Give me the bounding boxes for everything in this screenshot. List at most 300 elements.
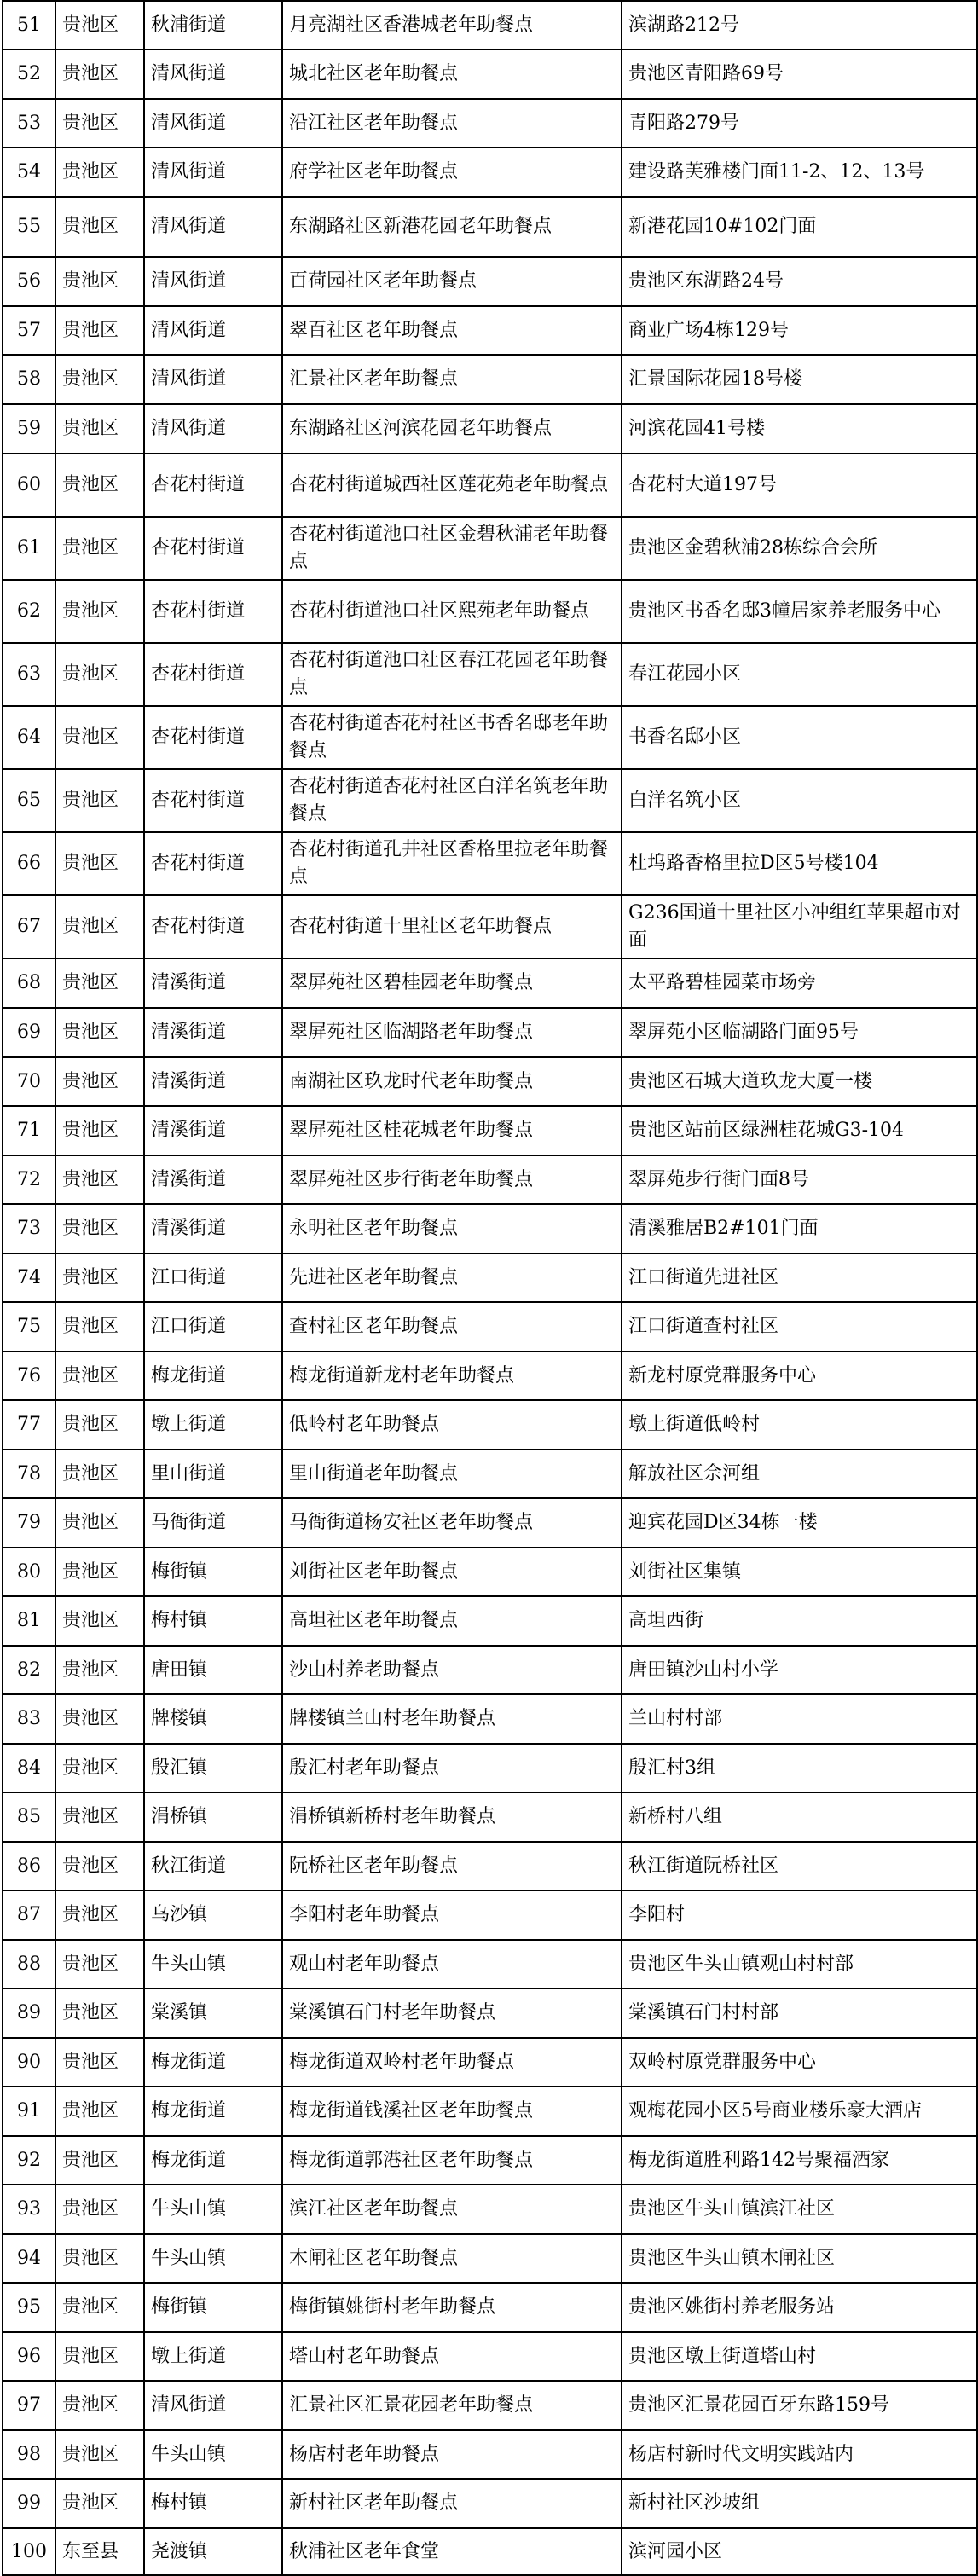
district-cell: 贵池区 <box>55 706 144 769</box>
table-row <box>3 1646 977 1694</box>
service-point-name: 梅街镇姚街村老年助餐点 <box>282 2283 622 2332</box>
row-number: 74 <box>3 1253 55 1302</box>
address-cell: 清溪雅居B2#101门面 <box>622 1204 977 1253</box>
service-point-name: 南湖社区玖龙时代老年助餐点 <box>282 1057 622 1106</box>
district-cell: 贵池区 <box>55 99 144 148</box>
row-number: 79 <box>3 1498 55 1548</box>
table-row <box>3 2136 977 2185</box>
street-cell: 牛头山镇 <box>144 2430 282 2479</box>
district-cell: 贵池区 <box>55 1694 144 1744</box>
address-cell: 李阳村 <box>622 1890 977 1940</box>
table-row <box>3 1253 977 1302</box>
table-row <box>3 1744 977 1792</box>
table-row <box>3 1988 977 2038</box>
address-cell: 贵池区牛头山镇木闸社区 <box>622 2234 977 2283</box>
service-point-name: 新村社区老年助餐点 <box>282 2479 622 2528</box>
address-cell: 观梅花园小区5号商业楼乐豪大酒店 <box>622 2087 977 2136</box>
street-cell: 清溪街道 <box>144 1106 282 1155</box>
service-point-name: 阮桥社区老年助餐点 <box>282 1842 622 1890</box>
service-point-name: 秋浦社区老年食堂 <box>282 2528 622 2575</box>
row-number: 72 <box>3 1155 55 1204</box>
address-cell: 滨湖路212号 <box>622 1 977 49</box>
district-cell: 贵池区 <box>55 1352 144 1400</box>
service-point-name: 杏花村街道杏花村社区书香名邸老年助餐点 <box>282 706 622 769</box>
service-point-name: 城北社区老年助餐点 <box>282 49 622 99</box>
table-row <box>3 1 977 49</box>
service-point-name: 涓桥镇新桥村老年助餐点 <box>282 1792 622 1842</box>
district-cell: 贵池区 <box>55 355 144 404</box>
district-cell: 贵池区 <box>55 1842 144 1890</box>
street-cell: 清风街道 <box>144 197 282 257</box>
street-cell: 清风街道 <box>144 49 282 99</box>
service-point-name: 翠屏苑社区碧桂园老年助餐点 <box>282 958 622 1008</box>
street-cell: 秋江街道 <box>144 1842 282 1890</box>
district-cell: 贵池区 <box>55 1940 144 1988</box>
address-cell: 江口街道先进社区 <box>622 1253 977 1302</box>
address-cell: G236国道十里社区小冲组红苹果超市对面 <box>622 895 977 958</box>
district-cell: 贵池区 <box>55 2234 144 2283</box>
row-number: 99 <box>3 2479 55 2528</box>
row-number: 64 <box>3 706 55 769</box>
address-cell: 新村社区沙坡组 <box>622 2479 977 2528</box>
street-cell: 清风街道 <box>144 148 282 197</box>
row-number: 54 <box>3 148 55 197</box>
address-cell: 墩上街道低岭村 <box>622 1400 977 1450</box>
address-cell: 贵池区墩上街道塔山村 <box>622 2332 977 2381</box>
address-cell: 滨河园小区 <box>622 2528 977 2575</box>
row-number: 61 <box>3 517 55 580</box>
table-row <box>3 1302 977 1352</box>
service-point-name: 府学社区老年助餐点 <box>282 148 622 197</box>
district-cell: 贵池区 <box>55 148 144 197</box>
address-cell: 太平路碧桂园菜市场旁 <box>622 958 977 1008</box>
district-cell: 贵池区 <box>55 832 144 895</box>
table-row <box>3 2087 977 2136</box>
district-cell: 贵池区 <box>55 895 144 958</box>
table-row <box>3 2332 977 2381</box>
service-point-name: 百荷园社区老年助餐点 <box>282 257 622 306</box>
table-row <box>3 355 977 404</box>
address-cell: 唐田镇沙山村小学 <box>622 1646 977 1694</box>
street-cell: 牛头山镇 <box>144 2185 282 2234</box>
street-cell: 清风街道 <box>144 404 282 454</box>
table-row <box>3 2038 977 2087</box>
service-point-name: 梅龙街道双岭村老年助餐点 <box>282 2038 622 2087</box>
table-row <box>3 958 977 1008</box>
district-cell: 贵池区 <box>55 1155 144 1204</box>
table-body <box>3 1 977 2575</box>
row-number: 62 <box>3 580 55 643</box>
address-cell: 秋江街道阮桥社区 <box>622 1842 977 1890</box>
table-row <box>3 643 977 706</box>
row-number: 59 <box>3 404 55 454</box>
district-cell: 贵池区 <box>55 517 144 580</box>
row-number: 53 <box>3 99 55 148</box>
address-cell: 贵池区书香名邸3幢居家养老服务中心 <box>622 580 977 643</box>
service-point-name: 殷汇村老年助餐点 <box>282 1744 622 1792</box>
service-point-name: 翠屏苑社区步行街老年助餐点 <box>282 1155 622 1204</box>
service-point-name: 杏花村街道孔井社区香格里拉老年助餐点 <box>282 832 622 895</box>
service-point-name: 杏花村街道城西社区莲花苑老年助餐点 <box>282 454 622 517</box>
table-row <box>3 1792 977 1842</box>
district-cell: 贵池区 <box>55 2283 144 2332</box>
street-cell: 清风街道 <box>144 99 282 148</box>
address-cell: 新桥村八组 <box>622 1792 977 1842</box>
district-cell: 贵池区 <box>55 1008 144 1057</box>
district-cell: 贵池区 <box>55 1106 144 1155</box>
street-cell: 梅龙街道 <box>144 1352 282 1400</box>
table-row <box>3 769 977 832</box>
street-cell: 牌楼镇 <box>144 1694 282 1744</box>
address-cell: 高坦西街 <box>622 1596 977 1646</box>
row-number: 55 <box>3 197 55 257</box>
service-point-name: 梅龙街道郭港社区老年助餐点 <box>282 2136 622 2185</box>
service-point-name: 棠溪镇石门村老年助餐点 <box>282 1988 622 2038</box>
street-cell: 清溪街道 <box>144 1155 282 1204</box>
street-cell: 清溪街道 <box>144 1008 282 1057</box>
row-number: 88 <box>3 1940 55 1988</box>
row-number: 96 <box>3 2332 55 2381</box>
table-row <box>3 454 977 517</box>
district-cell: 贵池区 <box>55 2136 144 2185</box>
address-cell: 杏花村大道197号 <box>622 454 977 517</box>
street-cell: 唐田镇 <box>144 1646 282 1694</box>
row-number: 68 <box>3 958 55 1008</box>
district-cell: 贵池区 <box>55 404 144 454</box>
service-point-name: 查村社区老年助餐点 <box>282 1302 622 1352</box>
street-cell: 墩上街道 <box>144 1400 282 1450</box>
district-cell: 贵池区 <box>55 2332 144 2381</box>
table-row <box>3 257 977 306</box>
table-row <box>3 148 977 197</box>
service-point-name: 翠屏苑社区临湖路老年助餐点 <box>282 1008 622 1057</box>
address-cell: 刘街社区集镇 <box>622 1548 977 1596</box>
address-cell: 解放社区佘河组 <box>622 1450 977 1498</box>
table-row <box>3 1548 977 1596</box>
table-row <box>3 1106 977 1155</box>
table-row <box>3 99 977 148</box>
service-point-name: 杨店村老年助餐点 <box>282 2430 622 2479</box>
service-point-name: 杏花村街道池口社区春江花园老年助餐点 <box>282 643 622 706</box>
row-number: 90 <box>3 2038 55 2087</box>
table-row <box>3 580 977 643</box>
address-cell: 江口街道查村社区 <box>622 1302 977 1352</box>
district-cell: 东至县 <box>55 2528 144 2575</box>
district-cell: 贵池区 <box>55 2381 144 2430</box>
service-point-name: 杏花村街道十里社区老年助餐点 <box>282 895 622 958</box>
district-cell: 贵池区 <box>55 1744 144 1792</box>
service-point-name: 里山街道老年助餐点 <box>282 1450 622 1498</box>
street-cell: 杏花村街道 <box>144 517 282 580</box>
district-cell: 贵池区 <box>55 1988 144 2038</box>
table-row <box>3 197 977 257</box>
district-cell: 贵池区 <box>55 580 144 643</box>
row-number: 69 <box>3 1008 55 1057</box>
row-number: 63 <box>3 643 55 706</box>
service-point-name: 月亮湖社区香港城老年助餐点 <box>282 1 622 49</box>
table-row <box>3 1204 977 1253</box>
row-number: 77 <box>3 1400 55 1450</box>
address-cell: 贵池区汇景花园百牙东路159号 <box>622 2381 977 2430</box>
table-row <box>3 832 977 895</box>
address-cell: 迎宾花园D区34栋一楼 <box>622 1498 977 1548</box>
street-cell: 梅街镇 <box>144 1548 282 1596</box>
district-cell: 贵池区 <box>55 1596 144 1646</box>
service-point-name: 杏花村街道杏花村社区白洋名筑老年助餐点 <box>282 769 622 832</box>
district-cell: 贵池区 <box>55 197 144 257</box>
district-cell: 贵池区 <box>55 769 144 832</box>
street-cell: 杏花村街道 <box>144 895 282 958</box>
district-cell: 贵池区 <box>55 2479 144 2528</box>
address-cell: 商业广场4栋129号 <box>622 306 977 355</box>
service-point-name: 牌楼镇兰山村老年助餐点 <box>282 1694 622 1744</box>
address-cell: 杜坞路香格里拉D区5号楼104 <box>622 832 977 895</box>
address-cell: 青阳路279号 <box>622 99 977 148</box>
address-cell: 贵池区石城大道玖龙大厦一楼 <box>622 1057 977 1106</box>
district-cell: 贵池区 <box>55 2430 144 2479</box>
district-cell: 贵池区 <box>55 2038 144 2087</box>
table-row <box>3 1596 977 1646</box>
row-number: 98 <box>3 2430 55 2479</box>
district-cell: 贵池区 <box>55 1057 144 1106</box>
address-cell: 贵池区东湖路24号 <box>622 257 977 306</box>
table-row <box>3 1155 977 1204</box>
street-cell: 棠溪镇 <box>144 1988 282 2038</box>
service-point-name: 沙山村养老助餐点 <box>282 1646 622 1694</box>
service-point-name: 杏花村街道池口社区熙苑老年助餐点 <box>282 580 622 643</box>
street-cell: 清风街道 <box>144 257 282 306</box>
table-row <box>3 49 977 99</box>
row-number: 89 <box>3 1988 55 2038</box>
row-number: 85 <box>3 1792 55 1842</box>
table-row <box>3 1057 977 1106</box>
street-cell: 牛头山镇 <box>144 2234 282 2283</box>
table-row <box>3 1400 977 1450</box>
service-point-name: 东湖路社区河滨花园老年助餐点 <box>282 404 622 454</box>
service-point-name: 汇景社区汇景花园老年助餐点 <box>282 2381 622 2430</box>
row-number: 94 <box>3 2234 55 2283</box>
street-cell: 梅街镇 <box>144 2283 282 2332</box>
address-cell: 贵池区青阳路69号 <box>622 49 977 99</box>
street-cell: 里山街道 <box>144 1450 282 1498</box>
street-cell: 杏花村街道 <box>144 706 282 769</box>
street-cell: 秋浦街道 <box>144 1 282 49</box>
row-number: 86 <box>3 1842 55 1890</box>
address-cell: 贵池区牛头山镇观山村村部 <box>622 1940 977 1988</box>
table-row <box>3 2528 977 2575</box>
street-cell: 梅龙街道 <box>144 2038 282 2087</box>
address-cell: 春江花园小区 <box>622 643 977 706</box>
district-cell: 贵池区 <box>55 1792 144 1842</box>
service-point-name: 李阳村老年助餐点 <box>282 1890 622 1940</box>
row-number: 100 <box>3 2528 55 2575</box>
street-cell: 杏花村街道 <box>144 454 282 517</box>
street-cell: 乌沙镇 <box>144 1890 282 1940</box>
table-row <box>3 404 977 454</box>
district-cell: 贵池区 <box>55 1 144 49</box>
row-number: 67 <box>3 895 55 958</box>
service-point-name: 马衙街道杨安社区老年助餐点 <box>282 1498 622 1548</box>
street-cell: 梅龙街道 <box>144 2136 282 2185</box>
street-cell: 梅村镇 <box>144 1596 282 1646</box>
address-cell: 双岭村原党群服务中心 <box>622 2038 977 2087</box>
address-cell: 翠屏苑步行街门面8号 <box>622 1155 977 1204</box>
table-row <box>3 2479 977 2528</box>
address-cell: 新港花园10#102门面 <box>622 197 977 257</box>
street-cell: 梅龙街道 <box>144 2087 282 2136</box>
service-point-name: 沿江社区老年助餐点 <box>282 99 622 148</box>
row-number: 56 <box>3 257 55 306</box>
address-cell: 兰山村村部 <box>622 1694 977 1744</box>
table-row <box>3 2430 977 2479</box>
street-cell: 墩上街道 <box>144 2332 282 2381</box>
table-row <box>3 1694 977 1744</box>
address-cell: 杨店村新时代文明实践站内 <box>622 2430 977 2479</box>
service-point-name: 滨江社区老年助餐点 <box>282 2185 622 2234</box>
row-number: 83 <box>3 1694 55 1744</box>
address-cell: 棠溪镇石门村村部 <box>622 1988 977 2038</box>
district-cell: 贵池区 <box>55 2087 144 2136</box>
district-cell: 贵池区 <box>55 1646 144 1694</box>
row-number: 51 <box>3 1 55 49</box>
service-point-table <box>2 0 978 2576</box>
district-cell: 贵池区 <box>55 1400 144 1450</box>
row-number: 93 <box>3 2185 55 2234</box>
row-number: 75 <box>3 1302 55 1352</box>
address-cell: 贵池区牛头山镇滨江社区 <box>622 2185 977 2234</box>
service-point-name: 高坦社区老年助餐点 <box>282 1596 622 1646</box>
service-point-name: 观山村老年助餐点 <box>282 1940 622 1988</box>
address-cell: 新龙村原党群服务中心 <box>622 1352 977 1400</box>
district-cell: 贵池区 <box>55 643 144 706</box>
table-row <box>3 895 977 958</box>
service-point-name: 塔山村老年助餐点 <box>282 2332 622 2381</box>
row-number: 81 <box>3 1596 55 1646</box>
district-cell: 贵池区 <box>55 1302 144 1352</box>
service-point-name: 翠屏苑社区桂花城老年助餐点 <box>282 1106 622 1155</box>
street-cell: 清风街道 <box>144 355 282 404</box>
row-number: 87 <box>3 1890 55 1940</box>
street-cell: 清溪街道 <box>144 1204 282 1253</box>
row-number: 65 <box>3 769 55 832</box>
street-cell: 涓桥镇 <box>144 1792 282 1842</box>
address-cell: 殷汇村3组 <box>622 1744 977 1792</box>
street-cell: 清溪街道 <box>144 1057 282 1106</box>
table-row <box>3 1352 977 1400</box>
street-cell: 牛头山镇 <box>144 1940 282 1988</box>
table-row <box>3 1498 977 1548</box>
street-cell: 马衙街道 <box>144 1498 282 1548</box>
district-cell: 贵池区 <box>55 1450 144 1498</box>
district-cell: 贵池区 <box>55 257 144 306</box>
district-cell: 贵池区 <box>55 1498 144 1548</box>
table-row <box>3 1940 977 1988</box>
row-number: 80 <box>3 1548 55 1596</box>
address-cell: 建设路芙雅楼门面11-2、12、13号 <box>622 148 977 197</box>
district-cell: 贵池区 <box>55 1548 144 1596</box>
address-cell: 贵池区姚街村养老服务站 <box>622 2283 977 2332</box>
district-cell: 贵池区 <box>55 958 144 1008</box>
row-number: 70 <box>3 1057 55 1106</box>
row-number: 76 <box>3 1352 55 1400</box>
street-cell: 杏花村街道 <box>144 769 282 832</box>
service-point-name: 东湖路社区新港花园老年助餐点 <box>282 197 622 257</box>
service-point-name: 汇景社区老年助餐点 <box>282 355 622 404</box>
table-row <box>3 2234 977 2283</box>
street-cell: 尧渡镇 <box>144 2528 282 2575</box>
address-cell: 翠屏苑小区临湖路门面95号 <box>622 1008 977 1057</box>
row-number: 52 <box>3 49 55 99</box>
service-point-name: 杏花村街道池口社区金碧秋浦老年助餐点 <box>282 517 622 580</box>
street-cell: 殷汇镇 <box>144 1744 282 1792</box>
district-cell: 贵池区 <box>55 49 144 99</box>
street-cell: 梅村镇 <box>144 2479 282 2528</box>
table-row <box>3 1450 977 1498</box>
service-point-name: 刘街社区老年助餐点 <box>282 1548 622 1596</box>
address-cell: 汇景国际花园18号楼 <box>622 355 977 404</box>
service-point-name: 先进社区老年助餐点 <box>282 1253 622 1302</box>
row-number: 82 <box>3 1646 55 1694</box>
row-number: 58 <box>3 355 55 404</box>
street-cell: 清风街道 <box>144 2381 282 2430</box>
street-cell: 清风街道 <box>144 306 282 355</box>
row-number: 78 <box>3 1450 55 1498</box>
table-row <box>3 1008 977 1057</box>
district-cell: 贵池区 <box>55 1204 144 1253</box>
service-point-name: 永明社区老年助餐点 <box>282 1204 622 1253</box>
district-cell: 贵池区 <box>55 2185 144 2234</box>
row-number: 57 <box>3 306 55 355</box>
street-cell: 江口街道 <box>144 1253 282 1302</box>
district-cell: 贵池区 <box>55 306 144 355</box>
service-point-name: 梅龙街道钱溪社区老年助餐点 <box>282 2087 622 2136</box>
table-row <box>3 2185 977 2234</box>
address-cell: 河滨花园41号楼 <box>622 404 977 454</box>
row-number: 60 <box>3 454 55 517</box>
table-row <box>3 517 977 580</box>
service-point-name: 翠百社区老年助餐点 <box>282 306 622 355</box>
service-point-name: 低岭村老年助餐点 <box>282 1400 622 1450</box>
table-row <box>3 706 977 769</box>
table-row <box>3 2381 977 2430</box>
address-cell: 梅龙街道胜利路142号聚福酒家 <box>622 2136 977 2185</box>
row-number: 92 <box>3 2136 55 2185</box>
table-row <box>3 1890 977 1940</box>
row-number: 84 <box>3 1744 55 1792</box>
row-number: 66 <box>3 832 55 895</box>
row-number: 91 <box>3 2087 55 2136</box>
table-row <box>3 1842 977 1890</box>
address-cell: 白洋名筑小区 <box>622 769 977 832</box>
street-cell: 江口街道 <box>144 1302 282 1352</box>
service-point-name: 木闸社区老年助餐点 <box>282 2234 622 2283</box>
district-cell: 贵池区 <box>55 1253 144 1302</box>
district-cell: 贵池区 <box>55 1890 144 1940</box>
table-row <box>3 306 977 355</box>
address-cell: 贵池区站前区绿洲桂花城G3-104 <box>622 1106 977 1155</box>
row-number: 95 <box>3 2283 55 2332</box>
district-cell: 贵池区 <box>55 454 144 517</box>
street-cell: 杏花村街道 <box>144 643 282 706</box>
row-number: 73 <box>3 1204 55 1253</box>
street-cell: 清溪街道 <box>144 958 282 1008</box>
street-cell: 杏花村街道 <box>144 832 282 895</box>
service-point-name: 梅龙街道新龙村老年助餐点 <box>282 1352 622 1400</box>
address-cell: 书香名邸小区 <box>622 706 977 769</box>
address-cell: 贵池区金碧秋浦28栋综合会所 <box>622 517 977 580</box>
row-number: 71 <box>3 1106 55 1155</box>
row-number: 97 <box>3 2381 55 2430</box>
